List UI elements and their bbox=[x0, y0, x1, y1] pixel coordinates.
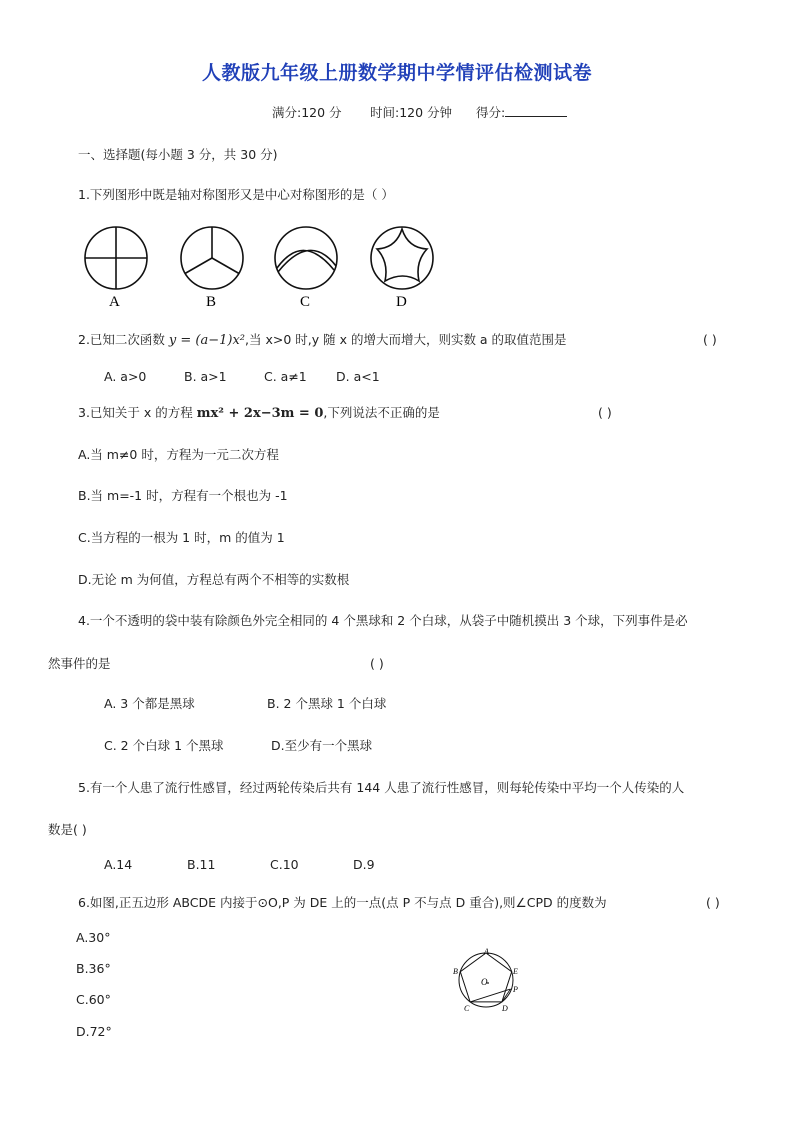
point-label-e: E bbox=[513, 967, 518, 976]
figure-label-c: C bbox=[300, 294, 311, 310]
q4-bracket: ( ) bbox=[370, 656, 384, 671]
point-label-c: C bbox=[464, 1004, 470, 1013]
q3-text-pre: 3.已知关于 x 的方程 bbox=[78, 405, 197, 420]
q5-option-a: A.14 bbox=[104, 857, 133, 872]
q6-option-d: D.72° bbox=[76, 1024, 112, 1039]
time-limit: 时间:120 分钟 bbox=[370, 105, 453, 120]
point-label-d: D bbox=[502, 1004, 508, 1013]
q3-option-b: B.当 m=-1 时，方程有一个根也为 -1 bbox=[78, 488, 288, 503]
pentagon-figure bbox=[450, 948, 530, 1018]
q3-formula: mx² + 2x−3m = 0 bbox=[196, 406, 324, 421]
q6-option-b: B.36° bbox=[76, 961, 111, 976]
q3-bracket: ( ) bbox=[598, 405, 612, 420]
q3-stem bbox=[78, 405, 440, 422]
full-score: 满分:120 分 bbox=[272, 105, 342, 120]
point-label-o: O bbox=[481, 977, 488, 987]
exam-title: 人教版九年级上册数学期中学情评估检测试卷 bbox=[201, 62, 592, 84]
figure-d bbox=[371, 227, 433, 289]
q2-option-a: A. a>0 bbox=[104, 369, 147, 384]
figure-a bbox=[85, 227, 147, 289]
figure-c bbox=[275, 227, 337, 289]
q4-option-d: D.至少有一个黑球 bbox=[271, 738, 373, 753]
q5-stem-line1: 5.有一个人患了流行性感冒，经过两轮传染后共有 144 人患了流行性感冒，则每轮传染中平均一个人传染的人 bbox=[78, 780, 685, 795]
point-label-b: B bbox=[453, 967, 458, 976]
point-label-a: A bbox=[484, 948, 489, 956]
score-field bbox=[476, 105, 567, 121]
q2-bracket: ( ) bbox=[703, 332, 717, 347]
section-heading: 一、选择题(每小题 3 分，共 30 分) bbox=[78, 147, 278, 162]
q6-stem: 6.如图,正五边形 ABCDE 内接于⊙O,P 为 DE 上的一点(点 P 不与点 D 重合),则∠CPD 的度数为 bbox=[78, 895, 607, 910]
q2-option-b: B. a>1 bbox=[184, 369, 227, 384]
q4-stem-line1: 4.一个不透明的袋中装有除颜色外完全相同的 4 个黑球和 2 个白球，从袋子中随机摸出 3 个球，下列事件是必 bbox=[78, 613, 688, 628]
q4-option-b: B. 2 个黑球 1 个白球 bbox=[267, 696, 387, 711]
q2-stem bbox=[78, 332, 567, 349]
score-label: 得分: bbox=[476, 105, 506, 120]
q4-option-a: A. 3 个都是黑球 bbox=[104, 696, 195, 711]
center-dot bbox=[487, 982, 489, 984]
q4-option-c: C. 2 个白球 1 个黑球 bbox=[104, 738, 224, 753]
q1-figures bbox=[70, 222, 450, 312]
q6-option-a: A.30° bbox=[76, 930, 111, 945]
q2-option-d: D. a<1 bbox=[336, 369, 380, 384]
q6-option-c: C.60° bbox=[76, 992, 111, 1007]
q5-option-c: C.10 bbox=[270, 857, 299, 872]
q3-text-post: ,下列说法不正确的是 bbox=[323, 405, 440, 420]
score-blank bbox=[505, 105, 567, 117]
q3-option-c: C.当方程的一根为 1 时，m 的值为 1 bbox=[78, 530, 285, 545]
q5-option-b: B.11 bbox=[187, 857, 216, 872]
q2-formula: y = (a−1)x² bbox=[168, 333, 246, 348]
q6-bracket: ( ) bbox=[706, 895, 720, 910]
figure-label-b: B bbox=[206, 294, 217, 310]
figure-label-d: D bbox=[396, 294, 407, 310]
figure-label-a: A bbox=[109, 294, 120, 310]
q5-stem-line2: 数是( ) bbox=[48, 822, 87, 837]
point-label-p: P bbox=[513, 985, 518, 994]
q1-stem: 1.下列图形中既是轴对称图形又是中心对称图形的是（ ） bbox=[78, 187, 394, 202]
q2-text-pre: 2.已知二次函数 bbox=[78, 332, 169, 347]
q5-option-d: D.9 bbox=[353, 857, 375, 872]
q2-text-post: ,当 x>0 时,y 随 x 的增大而增大，则实数 a 的取值范围是 bbox=[245, 332, 567, 347]
q3-option-d: D.无论 m 为何值，方程总有两个不相等的实数根 bbox=[78, 572, 350, 587]
figure-b bbox=[181, 227, 243, 289]
q3-option-a: A.当 m≠0 时，方程为一元二次方程 bbox=[78, 447, 279, 462]
q2-option-c: C. a≠1 bbox=[264, 369, 307, 384]
q4-stem-line2: 然事件的是 bbox=[48, 656, 111, 671]
